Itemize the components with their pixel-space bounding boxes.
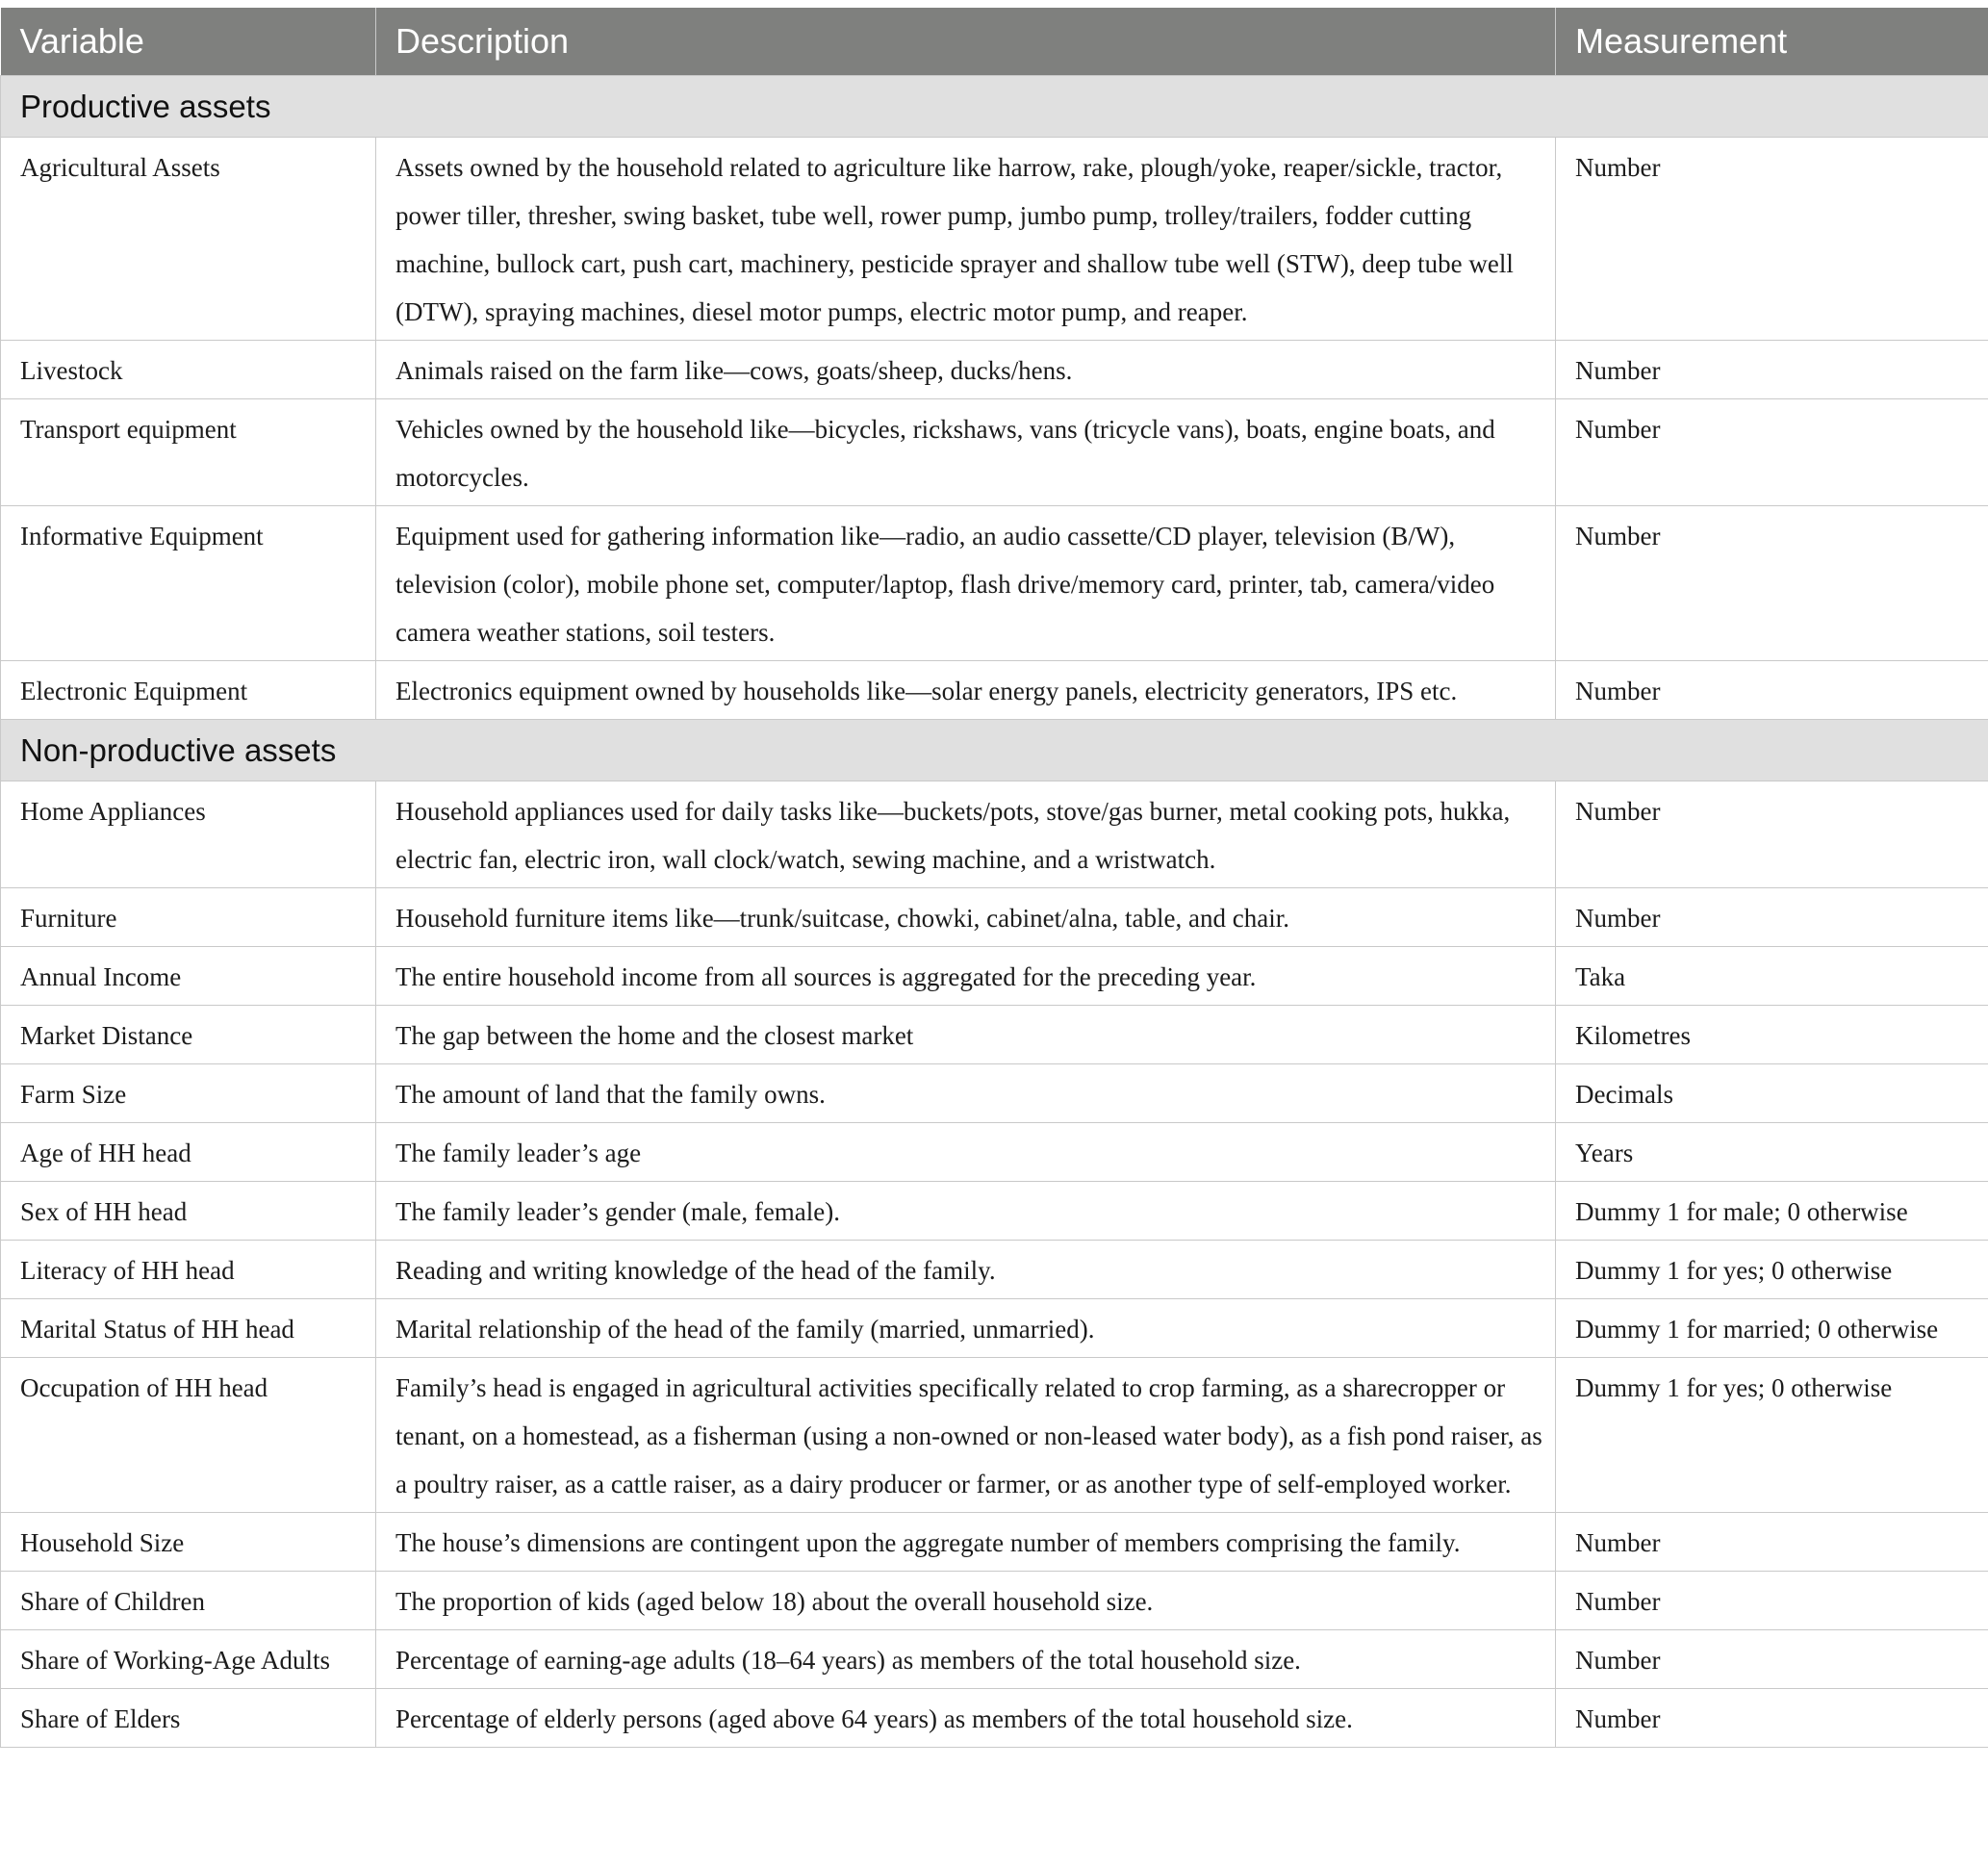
- section-row: [1, 720, 1988, 781]
- section-title: Non-productive assets: [1, 720, 1988, 781]
- measurement-cell: Dummy 1 for yes; 0 otherwise: [1556, 1241, 1988, 1299]
- header-description: Description: [376, 8, 1556, 76]
- measurement-cell: Number: [1556, 1572, 1988, 1630]
- table-row: [1, 1182, 1988, 1241]
- table-row: [1, 1358, 1988, 1513]
- variable-cell: Annual Income: [1, 947, 376, 1006]
- variable-cell: Share of Elders: [1, 1689, 376, 1748]
- variable-cell: Sex of HH head: [1, 1182, 376, 1241]
- measurement-cell: Number: [1556, 1513, 1988, 1572]
- section-row: [1, 76, 1988, 138]
- header-variable: Variable: [1, 8, 376, 76]
- variable-cell: Household Size: [1, 1513, 376, 1572]
- table-row: [1, 1689, 1988, 1748]
- description-cell: Percentage of earning-age adults (18–64 years) as members of the total household size.: [376, 1630, 1556, 1689]
- table-row: [1, 1299, 1988, 1358]
- variable-cell: Informative Equipment: [1, 506, 376, 661]
- measurement-cell: Number: [1556, 781, 1988, 888]
- variable-cell: Share of Working-Age Adults: [1, 1630, 376, 1689]
- description-cell: The entire household income from all sources is aggregated for the preceding year.: [376, 947, 1556, 1006]
- table-row: [1, 947, 1988, 1006]
- variable-cell: Livestock: [1, 341, 376, 399]
- table-row: [1, 1006, 1988, 1064]
- measurement-cell: Number: [1556, 1630, 1988, 1689]
- description-cell: Percentage of elderly persons (aged above 64 years) as members of the total household size.: [376, 1689, 1556, 1748]
- description-cell: The house’s dimensions are contingent upon the aggregate number of members comprising the family.: [376, 1513, 1556, 1572]
- measurement-cell: Dummy 1 for married; 0 otherwise: [1556, 1299, 1988, 1358]
- variable-cell: Share of Children: [1, 1572, 376, 1630]
- variable-cell: Literacy of HH head: [1, 1241, 376, 1299]
- table-body: [1, 76, 1988, 1748]
- measurement-cell: Number: [1556, 506, 1988, 661]
- measurement-cell: Decimals: [1556, 1064, 1988, 1123]
- description-cell: The family leader’s gender (male, female).: [376, 1182, 1556, 1241]
- table-row: [1, 781, 1988, 888]
- measurement-cell: Kilometres: [1556, 1006, 1988, 1064]
- measurement-cell: Number: [1556, 1689, 1988, 1748]
- header-measurement: Measurement: [1556, 8, 1988, 76]
- description-cell: Animals raised on the farm like—cows, goats/sheep, ducks/hens.: [376, 341, 1556, 399]
- variable-cell: Agricultural Assets: [1, 138, 376, 341]
- variable-cell: Electronic Equipment: [1, 661, 376, 720]
- measurement-cell: Number: [1556, 138, 1988, 341]
- variables-table-container: [0, 8, 1988, 1748]
- measurement-cell: Number: [1556, 888, 1988, 947]
- section-title: Productive assets: [1, 76, 1988, 138]
- description-cell: Electronics equipment owned by households like—solar energy panels, electricity generators, IPS etc.: [376, 661, 1556, 720]
- table-row: [1, 341, 1988, 399]
- measurement-cell: Number: [1556, 399, 1988, 506]
- measurement-cell: Number: [1556, 661, 1988, 720]
- variable-cell: Occupation of HH head: [1, 1358, 376, 1513]
- description-cell: The family leader’s age: [376, 1123, 1556, 1182]
- variables-table: [0, 8, 1988, 1748]
- variable-cell: Transport equipment: [1, 399, 376, 506]
- measurement-cell: Taka: [1556, 947, 1988, 1006]
- description-cell: Assets owned by the household related to agriculture like harrow, rake, plough/yoke, reaper/sickle, tractor, power tiller, thresher, swing basket, tube well, rower pump, jumbo pump, trolley/trailers, fodder cutting machine, bullock cart, push cart, machinery, pesticide sprayer and shallow tube well (STW), deep tube well (DTW), spraying machines, diesel motor pumps, electric motor pump, and reaper.: [376, 138, 1556, 341]
- table-row: [1, 506, 1988, 661]
- table-row: [1, 138, 1988, 341]
- measurement-cell: Dummy 1 for yes; 0 otherwise: [1556, 1358, 1988, 1513]
- variable-cell: Home Appliances: [1, 781, 376, 888]
- description-cell: Family’s head is engaged in agricultural activities specifically related to crop farming, as a sharecropper or tenant, on a homestead, as a fisherman (using a non-owned or non-leased water body), as a fish pond raiser, as a poultry raiser, as a cattle raiser, as a dairy producer or farmer, or as another type of self-employed worker.: [376, 1358, 1556, 1513]
- description-cell: The proportion of kids (aged below 18) about the overall household size.: [376, 1572, 1556, 1630]
- variable-cell: Furniture: [1, 888, 376, 947]
- header-row: [1, 8, 1988, 76]
- table-row: [1, 888, 1988, 947]
- description-cell: The amount of land that the family owns.: [376, 1064, 1556, 1123]
- table-row: [1, 1241, 1988, 1299]
- description-cell: Household furniture items like—trunk/suitcase, chowki, cabinet/alna, table, and chair.: [376, 888, 1556, 947]
- table-row: [1, 1572, 1988, 1630]
- variable-cell: Market Distance: [1, 1006, 376, 1064]
- table-row: [1, 1630, 1988, 1689]
- table-row: [1, 399, 1988, 506]
- description-cell: Marital relationship of the head of the family (married, unmarried).: [376, 1299, 1556, 1358]
- description-cell: Vehicles owned by the household like—bicycles, rickshaws, vans (tricycle vans), boats, engine boats, and motorcycles.: [376, 399, 1556, 506]
- description-cell: Household appliances used for daily tasks like—buckets/pots, stove/gas burner, metal cooking pots, hukka, electric fan, electric iron, wall clock/watch, sewing machine, and a wristwatch.: [376, 781, 1556, 888]
- measurement-cell: Dummy 1 for male; 0 otherwise: [1556, 1182, 1988, 1241]
- description-cell: The gap between the home and the closest market: [376, 1006, 1556, 1064]
- table-row: [1, 1513, 1988, 1572]
- table-row: [1, 661, 1988, 720]
- measurement-cell: Years: [1556, 1123, 1988, 1182]
- variable-cell: Farm Size: [1, 1064, 376, 1123]
- table-row: [1, 1123, 1988, 1182]
- variable-cell: Marital Status of HH head: [1, 1299, 376, 1358]
- table-row: [1, 1064, 1988, 1123]
- measurement-cell: Number: [1556, 341, 1988, 399]
- description-cell: Equipment used for gathering information like—radio, an audio cassette/CD player, television (B/W), television (color), mobile phone set, computer/laptop, flash drive/memory card, printer, tab, camera/video camera weather stations, soil testers.: [376, 506, 1556, 661]
- variable-cell: Age of HH head: [1, 1123, 376, 1182]
- table-header: [1, 8, 1988, 76]
- description-cell: Reading and writing knowledge of the head of the family.: [376, 1241, 1556, 1299]
